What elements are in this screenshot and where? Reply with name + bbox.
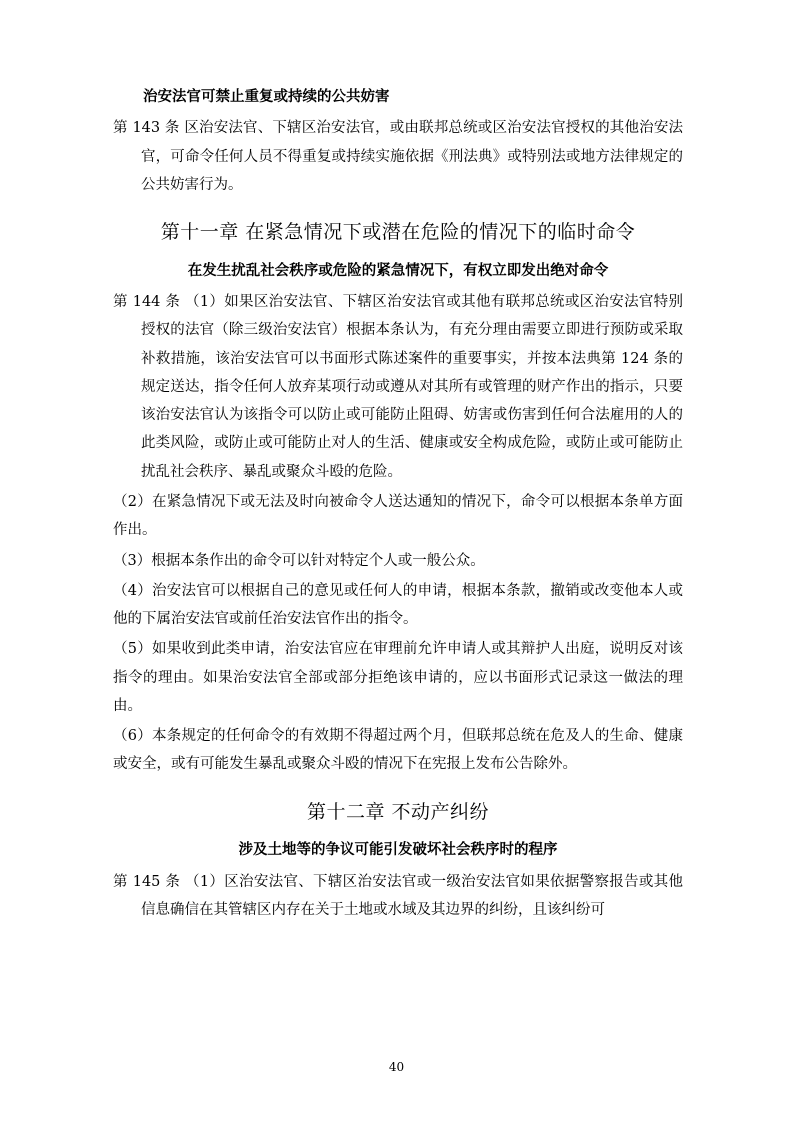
article-144-paragraph-1: 第 144 条 （1）如果区治安法官、下辖区治安法官或其他有联邦总统或区治安法官特别授权的法官（除三级治安法官）根据本条认为，有充分理由需要立即进行预防或采取补救措施，该治安法官可以书面形式陈述案件的重要事实，并按本法典第 124 条的规定送达，指令任何人放弃某项行动或遵从对其所有或管理的财产作出的指示，只要该治安法官认为该指令可以防止或可能防止阻碍、妨害或伤害到任何合法雇用的人的此类风险，或防止或可能防止对人的生活、健康或安全构成危险，或防止或可能防止扰乱社会秩序、暴乱或聚众斗殴的危险。 — [113, 294, 683, 480]
page-number: 40 — [388, 1060, 405, 1074]
article-144-paragraph-5: （5）如果收到此类申请，治安法官应在审理前允许申请人或其辩护人出庭，说明反对该指令的理由。如果治安法官全部或部分拒绝该申请的，应以书面形式记录这一做法的理由。 — [113, 641, 683, 714]
article-144-paragraph-3: （3）根据本条作出的命令可以针对特定个人或一般公众。 — [113, 552, 485, 569]
article-144-paragraph-4: （4）治安法官可以根据自己的意见或任何人的申请，根据本条款，撤销或改变他本人或他的下属治安法官或前任治安法官作出的指令。 — [113, 582, 683, 628]
chapter-twelve-title: 第十二章 不动产纠纷 — [306, 800, 490, 823]
article-145-paragraph-1: 第 145 条 （1）区治安法官、下辖区治安法官或一级治安法官如果依据警察报告或其他信息确信在其管辖区内存在关于土地或水域及其边界的纠纷，且该纠纷可 — [113, 873, 683, 918]
article-144-paragraph-2: （2）在紧急情况下或无法及时向被命令人送达通知的情况下，命令可以根据本条单方面作出。 — [113, 493, 683, 539]
section-heading-land-dispute: 涉及土地等的争议可能引发破坏社会秩序时的程序 — [238, 841, 558, 859]
section-heading: 治安法官可禁止重复或持续的公共妨害 — [143, 88, 390, 105]
document-body — [113, 86, 683, 926]
article-144-paragraph-6: （6）本条规定的任何命令的有效期不得超过两个月，但联邦总统在危及人的生命、健康或安全，或有可能发生暴乱或聚众斗殴的情况下在宪报上发布公告除外。 — [113, 728, 683, 773]
chapter-eleven-title: 第十一章 在紧急情况下或潜在危险的情况下的临时命令 — [160, 221, 636, 244]
section-heading-emergency: 在发生扰乱社会秩序或危险的紧急情况下，有权立即发出绝对命令 — [187, 261, 609, 279]
article-143-paragraph: 第 143 条 区治安法官、下辖区治安法官，或由联邦总统或区治安法官授权的其他治安法官，可命令任何人员不得重复或持续实施依据《刑法典》或特别法或地方法律规定的公共妨害行为。 — [113, 120, 683, 193]
